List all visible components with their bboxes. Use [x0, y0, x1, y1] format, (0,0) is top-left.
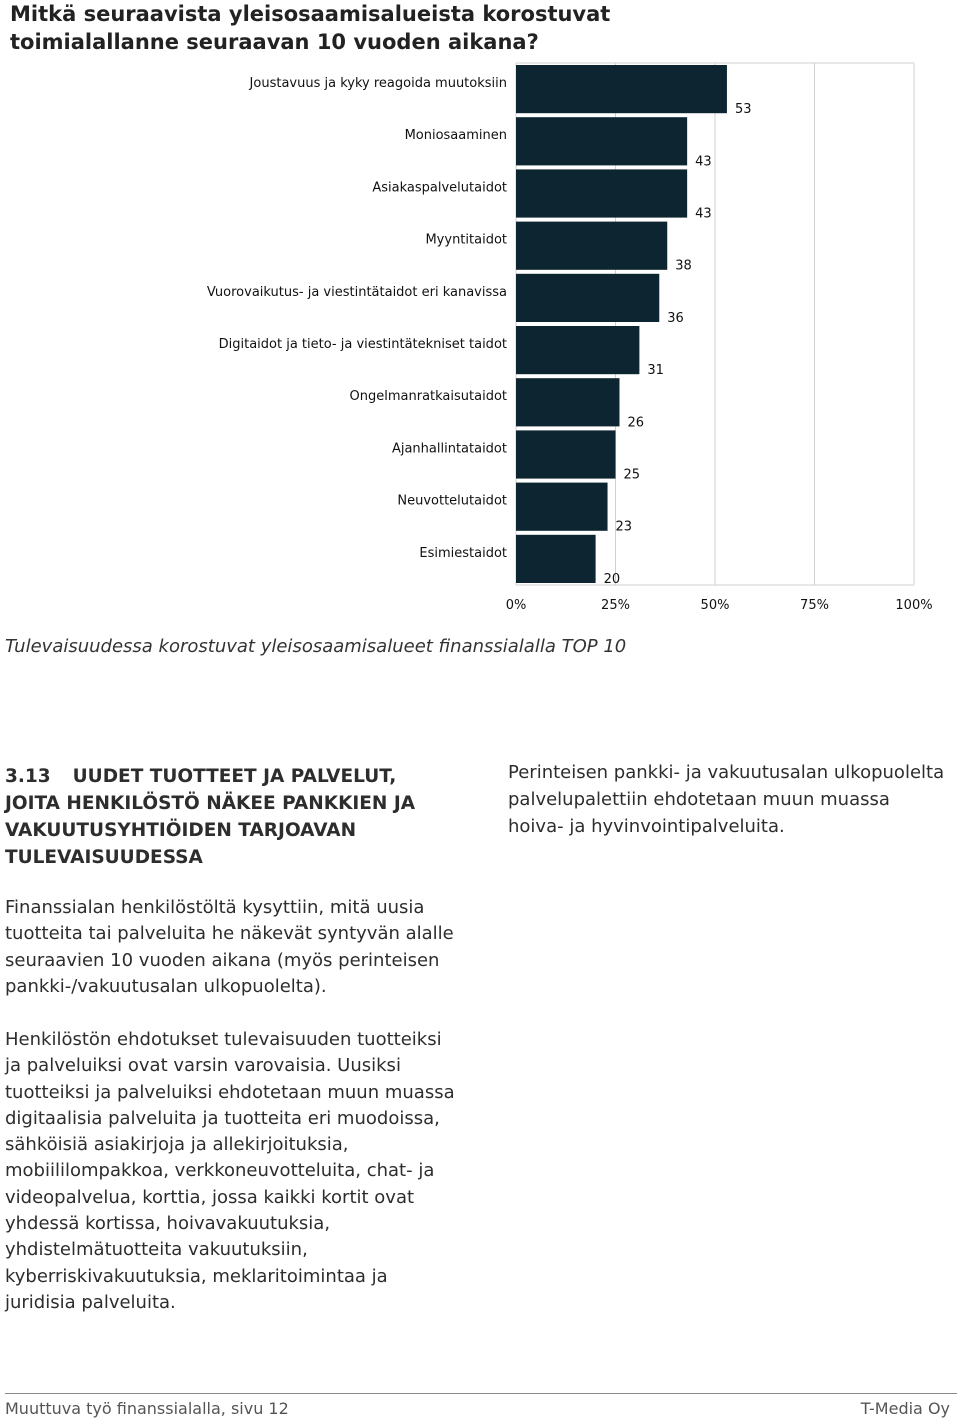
chart-question-heading: Mitkä seuraavista yleisosaamisalueista korostuvat toimialallanne seuraavan 10 vuoden aikana? [10, 2, 611, 54]
category-label: Esimiestaidot [419, 545, 507, 561]
footer-page-info: Muuttuva työ finanssialalla, sivu 12 [5, 1399, 289, 1418]
data-label: 43 [695, 154, 712, 170]
x-tick-label: 75% [800, 598, 829, 613]
x-tick-label: 100% [895, 598, 933, 613]
category-label: Neuvottelutaidot [397, 493, 507, 509]
data-label: 20 [603, 571, 621, 587]
x-tick-label: 50% [700, 598, 730, 613]
section-title: UUDET TUOTTEET JA PALVELUT, JOITA HENKILÖSTÖ NÄKEE PANKKIEN JA VAKUUTUSYHTIÖIDEN TARJOAVAN TULEVAISUUDESSA [5, 766, 416, 868]
bar [516, 535, 596, 583]
body-paragraph-2: Henkilöstön ehdotukset tulevaisuuden tuotteiksi ja palveluiksi ovat varsin varovaisia. Uusiksi tuotteiksi ja palveluiksi ehdotetaan muun muassa digitaalisia palveluita ja tuotteita eri muodoissa, sähköisiä asiakirjoja ja allekirjoituksia, mobiililompakkoa, verkkoneuvotteluita, chat- ja videopalvelua, korttia, jossa kaikki kortit ovat yhdessä kortissa, hoivavakuutuksia, yhdistelmätuotteita vakuutuksiin, kyberriskivakuutuksia, meklaritoimintaa ja juridisia palveluita. [5, 1029, 455, 1313]
bar [516, 430, 616, 478]
bar [516, 117, 687, 165]
bar [516, 326, 639, 374]
bar [516, 169, 687, 217]
bar-chart [0, 55, 960, 625]
section-number: 3.13 [5, 766, 51, 787]
data-label: 25 [623, 467, 641, 483]
section-heading [5, 763, 450, 871]
data-label: 38 [675, 258, 692, 274]
data-label: 23 [615, 519, 633, 535]
bar [516, 222, 667, 270]
category-label: Digitaidot ja tieto- ja viestintätekniset taidot [218, 337, 507, 352]
bar [516, 274, 659, 322]
footer-divider [5, 1393, 957, 1394]
chart-caption: Tulevaisuudessa korostuvat yleisosaamisalueet finanssialalla TOP 10 [5, 636, 627, 657]
body-paragraph-1: Finanssialan henkilöstöltä kysyttiin, mitä uusia tuotteita tai palveluita he näkevät syntyvän alalle seuraavien 10 vuoden aikana (myös perinteisen pankki-/vakuutusalan ulkopuolelta). [5, 897, 454, 997]
side-paragraph: Perinteisen pankki- ja vakuutusalan ulkopuolelta palvelupalettiin ehdotetaan muun muassa hoiva- ja hyvinvointipalveluita. [508, 762, 945, 837]
bar [516, 378, 619, 426]
category-label: Moniosaaminen [404, 128, 507, 144]
data-label: 53 [734, 102, 752, 118]
category-label: Myyntitaidot [425, 232, 507, 248]
bar [516, 483, 608, 531]
data-label: 43 [695, 206, 712, 222]
data-label: 36 [667, 310, 684, 326]
category-label: Ongelmanratkaisutaidot [349, 389, 507, 405]
x-tick-label: 0% [505, 598, 527, 613]
category-label: Asiakaspalvelutaidot [372, 180, 507, 196]
footer-publisher: T-Media Oy [860, 1399, 950, 1418]
category-label: Joustavuus ja kyky reagoida muutoksiin [249, 76, 507, 91]
data-label: 31 [647, 363, 664, 379]
data-label: 26 [627, 415, 645, 431]
category-label: Ajanhallintataidot [391, 441, 507, 457]
x-tick-label: 25% [601, 598, 630, 613]
category-label: Vuorovaikutus- ja viestintätaidot eri kanavissa [206, 284, 507, 300]
bar [516, 65, 727, 113]
